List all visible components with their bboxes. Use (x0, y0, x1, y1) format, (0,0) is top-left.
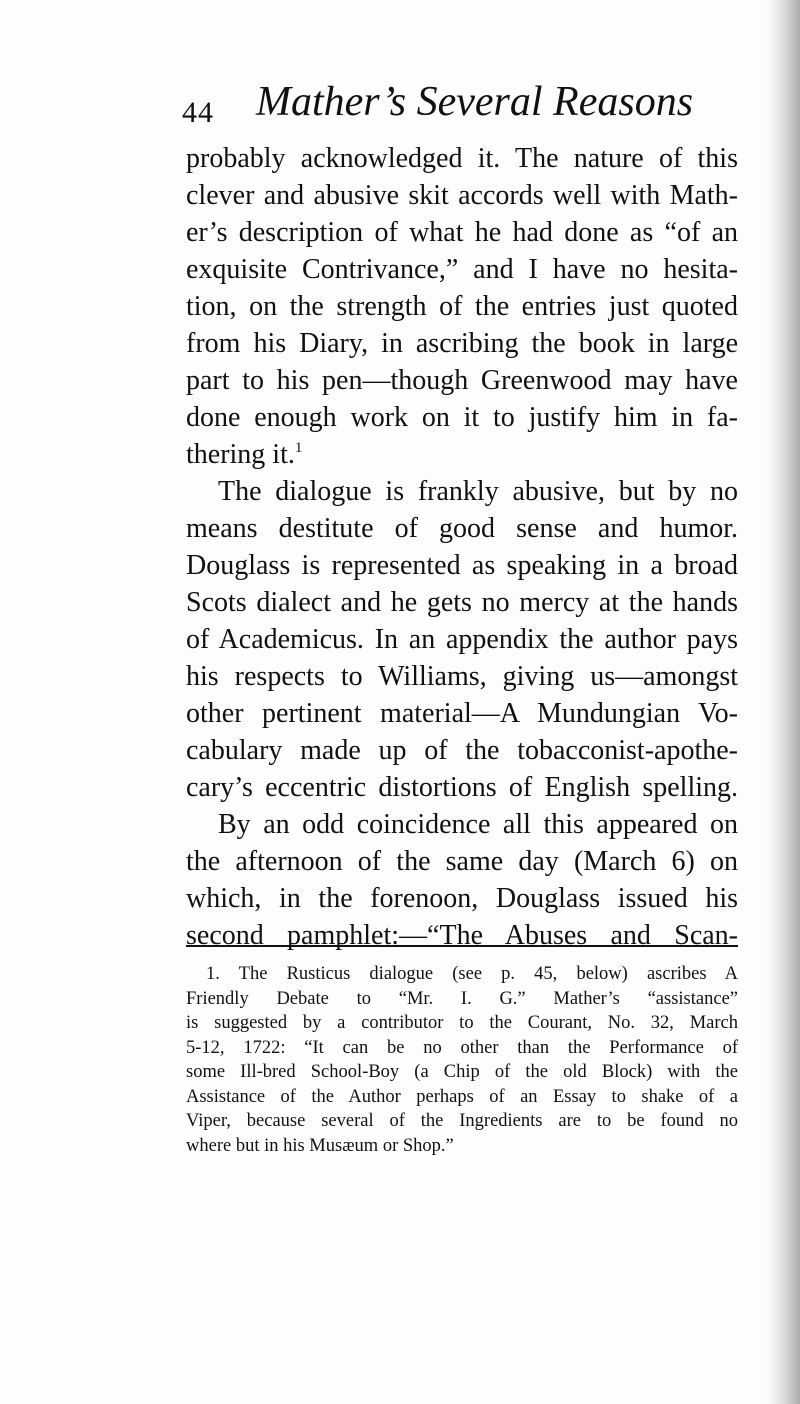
page-number: 44 (182, 96, 214, 129)
footnote-rule (186, 945, 738, 947)
body-line: clever and abusive skit accords well with Math- (186, 180, 738, 211)
footnote-marker: 1 (294, 440, 303, 456)
body-line: er’s description of what he had done as “of an (186, 217, 738, 248)
footnote-line: 1. The Rusticus dialogue (see p. 45, below) ascribes A (206, 964, 738, 984)
footnote-line: Friendly Debate to “Mr. I. G.” Mather’s “assistance” (186, 988, 738, 1009)
body-line: second pamphlet:—“The Abuses and Scan- (186, 920, 738, 951)
body-line: from his Diary, in ascribing the book in large (186, 328, 738, 359)
body-line: means destitute of good sense and humor. (186, 513, 738, 544)
footnote-line: is suggested by a contributor to the Courant, No. 32, March (186, 1013, 738, 1033)
body-line: exquisite Contrivance,” and I have no hesita- (186, 254, 738, 285)
body-line: his respects to Williams, giving us—amongst (186, 661, 738, 692)
body-line: Douglass is represented as speaking in a broad (186, 550, 738, 581)
body-line: other pertinent material—A Mundungian Vo- (186, 698, 738, 729)
body-line: cabulary made up of the tobacconist-apothe- (186, 735, 738, 766)
body-line: which, in the forenoon, Douglass issued his (186, 883, 738, 914)
footnote-line: where but in his Musæum or Shop.” (186, 1135, 454, 1156)
body-line: the afternoon of the same day (March 6) on (186, 846, 738, 877)
body-line: tion, on the strength of the entries just quoted (186, 291, 738, 322)
footnotes (186, 962, 738, 1158)
body-line: part to his pen—though Greenwood may have (186, 365, 738, 396)
body-line: of Academicus. In an appendix the author pays (186, 624, 738, 655)
body-line: cary’s eccentric distortions of English spelling. (186, 772, 738, 803)
footnote-line: Viper, because several of the Ingredients are to be found no (186, 1111, 738, 1131)
body-line-text: thering it. (186, 439, 295, 470)
body-line (186, 436, 738, 473)
running-title: Mather’s Several Reasons (256, 79, 694, 125)
body-line: probably acknowledged it. The nature of this (186, 143, 738, 174)
body-line: The dialogue is frankly abusive, but by no (218, 476, 738, 507)
footnote-line: Assistance of the Author perhaps of an Essay to shake of a (186, 1086, 738, 1107)
page-edge-shadow (766, 0, 800, 1404)
body-line: Scots dialect and he gets no mercy at the hands (186, 587, 738, 618)
footnote-line: 5-12, 1722: “It can be no other than the Performance of (186, 1037, 738, 1058)
page-header (182, 76, 742, 136)
body-text (186, 140, 738, 954)
body-line: By an odd coincidence all this appeared on (218, 809, 738, 840)
body-line: done enough work on it to justify him in fa- (186, 402, 738, 433)
footnote-line: some Ill-bred School-Boy (a Chip of the old Block) with the (186, 1062, 738, 1082)
